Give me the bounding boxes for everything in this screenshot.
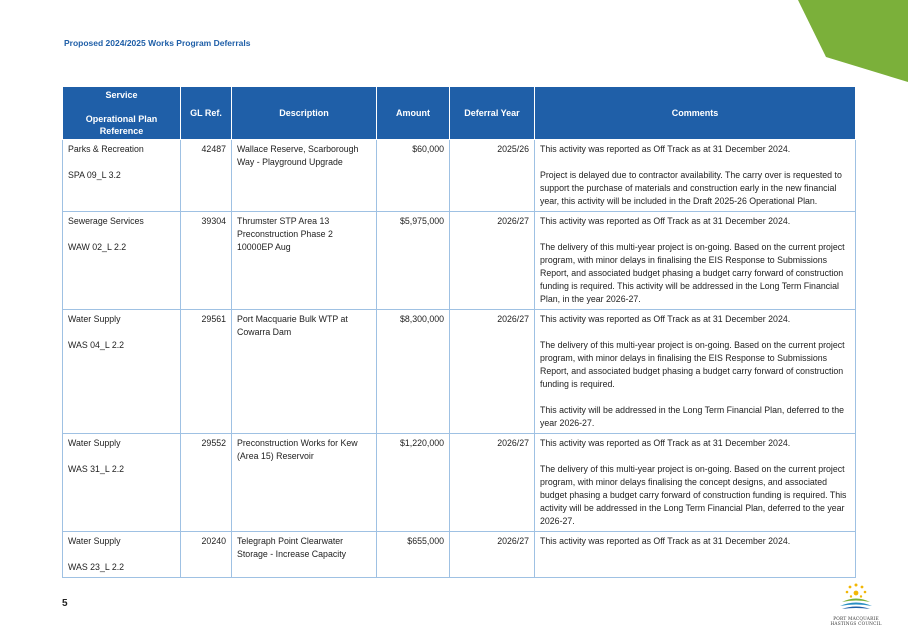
table-row: [63, 140, 856, 212]
service-ref: WAS 23_L 2.2: [68, 562, 125, 572]
service-ref: SPA 09_L 3.2: [68, 170, 121, 180]
table-header-row: [63, 87, 856, 140]
service-name: Parks & Recreation: [68, 144, 144, 154]
cell-gl-ref: 29561: [181, 310, 232, 434]
service-ref: WAW 02_L 2.2: [68, 242, 127, 252]
comment-line: This activity was reported as Off Track as at 31 December 2024.: [540, 216, 791, 226]
cell-amount: $1,220,000: [377, 434, 450, 532]
cell-description: Wallace Reserve, Scarborough Way - Playground Upgrade: [232, 140, 377, 212]
header-description: Description: [232, 87, 377, 140]
comment-line: This activity was reported as Off Track as at 31 December 2024.: [540, 144, 791, 154]
comment-paragraph: This activity will be addressed in the Long Term Financial Plan, deferred to the year 2026-27.: [540, 405, 844, 428]
service-name: Water Supply: [68, 314, 121, 324]
council-logo: [828, 582, 884, 627]
header-service-label: Service: [105, 90, 138, 100]
cell-amount: $655,000: [377, 532, 450, 578]
sun-icon: [828, 582, 884, 612]
table-row: [63, 532, 856, 578]
cell-deferral-year: 2026/27: [450, 532, 535, 578]
service-ref: WAS 31_L 2.2: [68, 464, 125, 474]
header-amount: Amount: [377, 87, 450, 140]
comment-line: This activity was reported as Off Track as at 31 December 2024.: [540, 536, 791, 546]
cell-service: [63, 212, 181, 310]
cell-gl-ref: 42487: [181, 140, 232, 212]
table-row: [63, 212, 856, 310]
table-row: [63, 310, 856, 434]
comment-paragraph: The delivery of this multi-year project is on-going. Based on the current project program, with minor delays finalising the concept designs, and associated budget phasing a budget carry forward of construction funding is required. This activity will be addressed in the Long Term Financial Plan, deferred to the year 2026-27.: [540, 464, 847, 526]
corner-decoration: [798, 0, 908, 90]
comment-line: This activity was reported as Off Track as at 31 December 2024.: [540, 314, 791, 324]
cell-amount: $60,000: [377, 140, 450, 212]
table-row: [63, 434, 856, 532]
cell-deferral-year: 2026/27: [450, 212, 535, 310]
cell-service: [63, 434, 181, 532]
service-name: Water Supply: [68, 438, 121, 448]
cell-comments: [535, 532, 856, 578]
deferrals-table: [62, 86, 856, 578]
cell-service: [63, 310, 181, 434]
header-service-sub: Operational Plan Reference: [85, 114, 158, 136]
comment-line: This activity was reported as Off Track as at 31 December 2024.: [540, 438, 791, 448]
cell-comments: [535, 434, 856, 532]
cell-amount: $8,300,000: [377, 310, 450, 434]
cell-service: [63, 532, 181, 578]
service-ref: WAS 04_L 2.2: [68, 340, 125, 350]
cell-comments: [535, 140, 856, 212]
cell-comments: [535, 212, 856, 310]
cell-description: Thrumster STP Area 13 Preconstruction Phase 2 10000EP Aug: [232, 212, 377, 310]
cell-description: Preconstruction Works for Kew (Area 15) Reservoir: [232, 434, 377, 532]
cell-gl-ref: 29552: [181, 434, 232, 532]
cell-deferral-year: 2026/27: [450, 310, 535, 434]
page-number: 5: [62, 598, 68, 609]
logo-line-1: PORT MACQUARIE: [833, 617, 879, 622]
document-title: Proposed 2024/2025 Works Program Deferrals: [64, 38, 251, 48]
cell-description: Telegraph Point Clearwater Storage - Increase Capacity: [232, 532, 377, 578]
header-gl-ref: GL Ref.: [181, 87, 232, 140]
cell-service: [63, 140, 181, 212]
cell-description: Port Macquarie Bulk WTP at Cowarra Dam: [232, 310, 377, 434]
comment-paragraph: The delivery of this multi-year project is on-going. Based on the current project program, with minor delays in finalising the EIS Response to Submissions Report, and associated budget phasing a budget carry forward of construction funding is required. This activity will be addressed in the Long Term Financial Plan, in the year 2026-27.: [540, 242, 845, 304]
service-name: Water Supply: [68, 536, 121, 546]
cell-deferral-year: 2026/27: [450, 434, 535, 532]
header-service: [63, 87, 181, 140]
cell-amount: $5,975,000: [377, 212, 450, 310]
cell-gl-ref: 20240: [181, 532, 232, 578]
header-comments: Comments: [535, 87, 856, 140]
service-name: Sewerage Services: [68, 216, 144, 226]
cell-gl-ref: 39304: [181, 212, 232, 310]
header-deferral-year: Deferral Year: [450, 87, 535, 140]
cell-deferral-year: 2025/26: [450, 140, 535, 212]
cell-comments: [535, 310, 856, 434]
comment-paragraph: Project is delayed due to contractor availability. The carry over is requested to support the purchase of materials and construction early in the new financial year, this activity will be included in the Draft 2025-26 Operational Plan.: [540, 170, 842, 206]
logo-line-2: HASTINGS COUNCIL: [830, 622, 882, 627]
comment-paragraph: The delivery of this multi-year project is on-going. Based on the current project program, with minor delays in finalising the EIS Response to Submissions Report, and associated budget phasing a budget carry forward of construction funding is required.: [540, 340, 845, 389]
